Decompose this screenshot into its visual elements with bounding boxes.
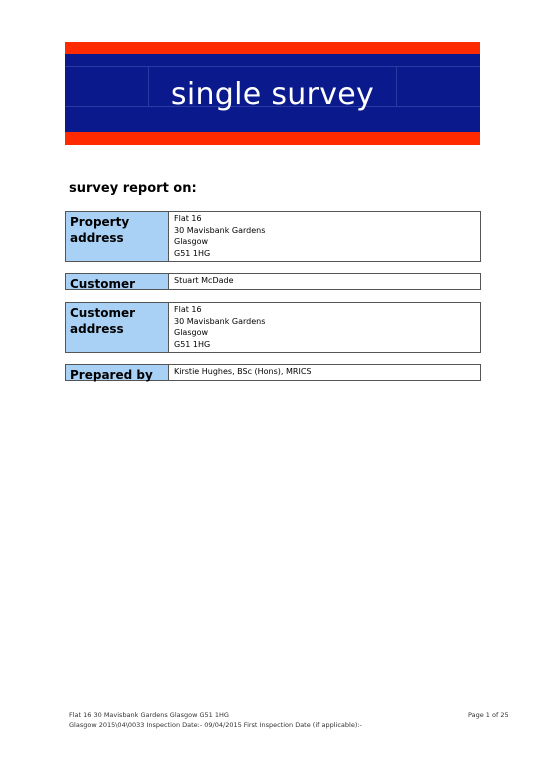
property-address-value — [169, 212, 480, 261]
customer-address-label: Customer address — [66, 303, 169, 352]
header-banner — [65, 42, 480, 145]
page-title: single survey — [170, 77, 375, 112]
address-line: Glasgow — [174, 328, 209, 337]
customer-value: Stuart McDade — [174, 276, 234, 285]
address-line: G51 1HG — [174, 339, 211, 349]
address-line: Flat 16 — [174, 214, 202, 223]
property-address-label: Property address — [66, 212, 169, 261]
report-subtitle: survey report on: — [69, 181, 197, 196]
banner-blue-band — [65, 54, 480, 132]
footer-address: Flat 16 30 Mavisbank Gardens Glasgow G51 1HG — [69, 711, 229, 719]
prepared-by-value: Kirstie Hughes, BSc (Hons), MRICS — [174, 367, 312, 376]
address-line: 30 Mavisbank Gardens — [174, 225, 266, 235]
customer-address-box — [65, 302, 481, 353]
page-number: Page 1 of 25 — [468, 711, 509, 719]
address-line: 30 Mavisbank Gardens — [174, 316, 266, 326]
footer-inspection-info: Glasgow 2015\04\0033 Inspection Date:- 09/04/2015 First Inspection Date (if applicable):- — [69, 721, 362, 729]
property-address-box — [65, 211, 481, 262]
customer-box — [65, 273, 481, 290]
prepared-by-label: Prepared by — [66, 365, 169, 380]
banner-rule-top — [65, 66, 480, 67]
prepared-by-box — [65, 364, 481, 381]
address-line: G51 1HG — [174, 248, 211, 258]
customer-address-value — [169, 303, 480, 352]
customer-label: Customer — [66, 274, 169, 289]
address-line: Glasgow — [174, 237, 209, 246]
address-line: Flat 16 — [174, 305, 202, 314]
